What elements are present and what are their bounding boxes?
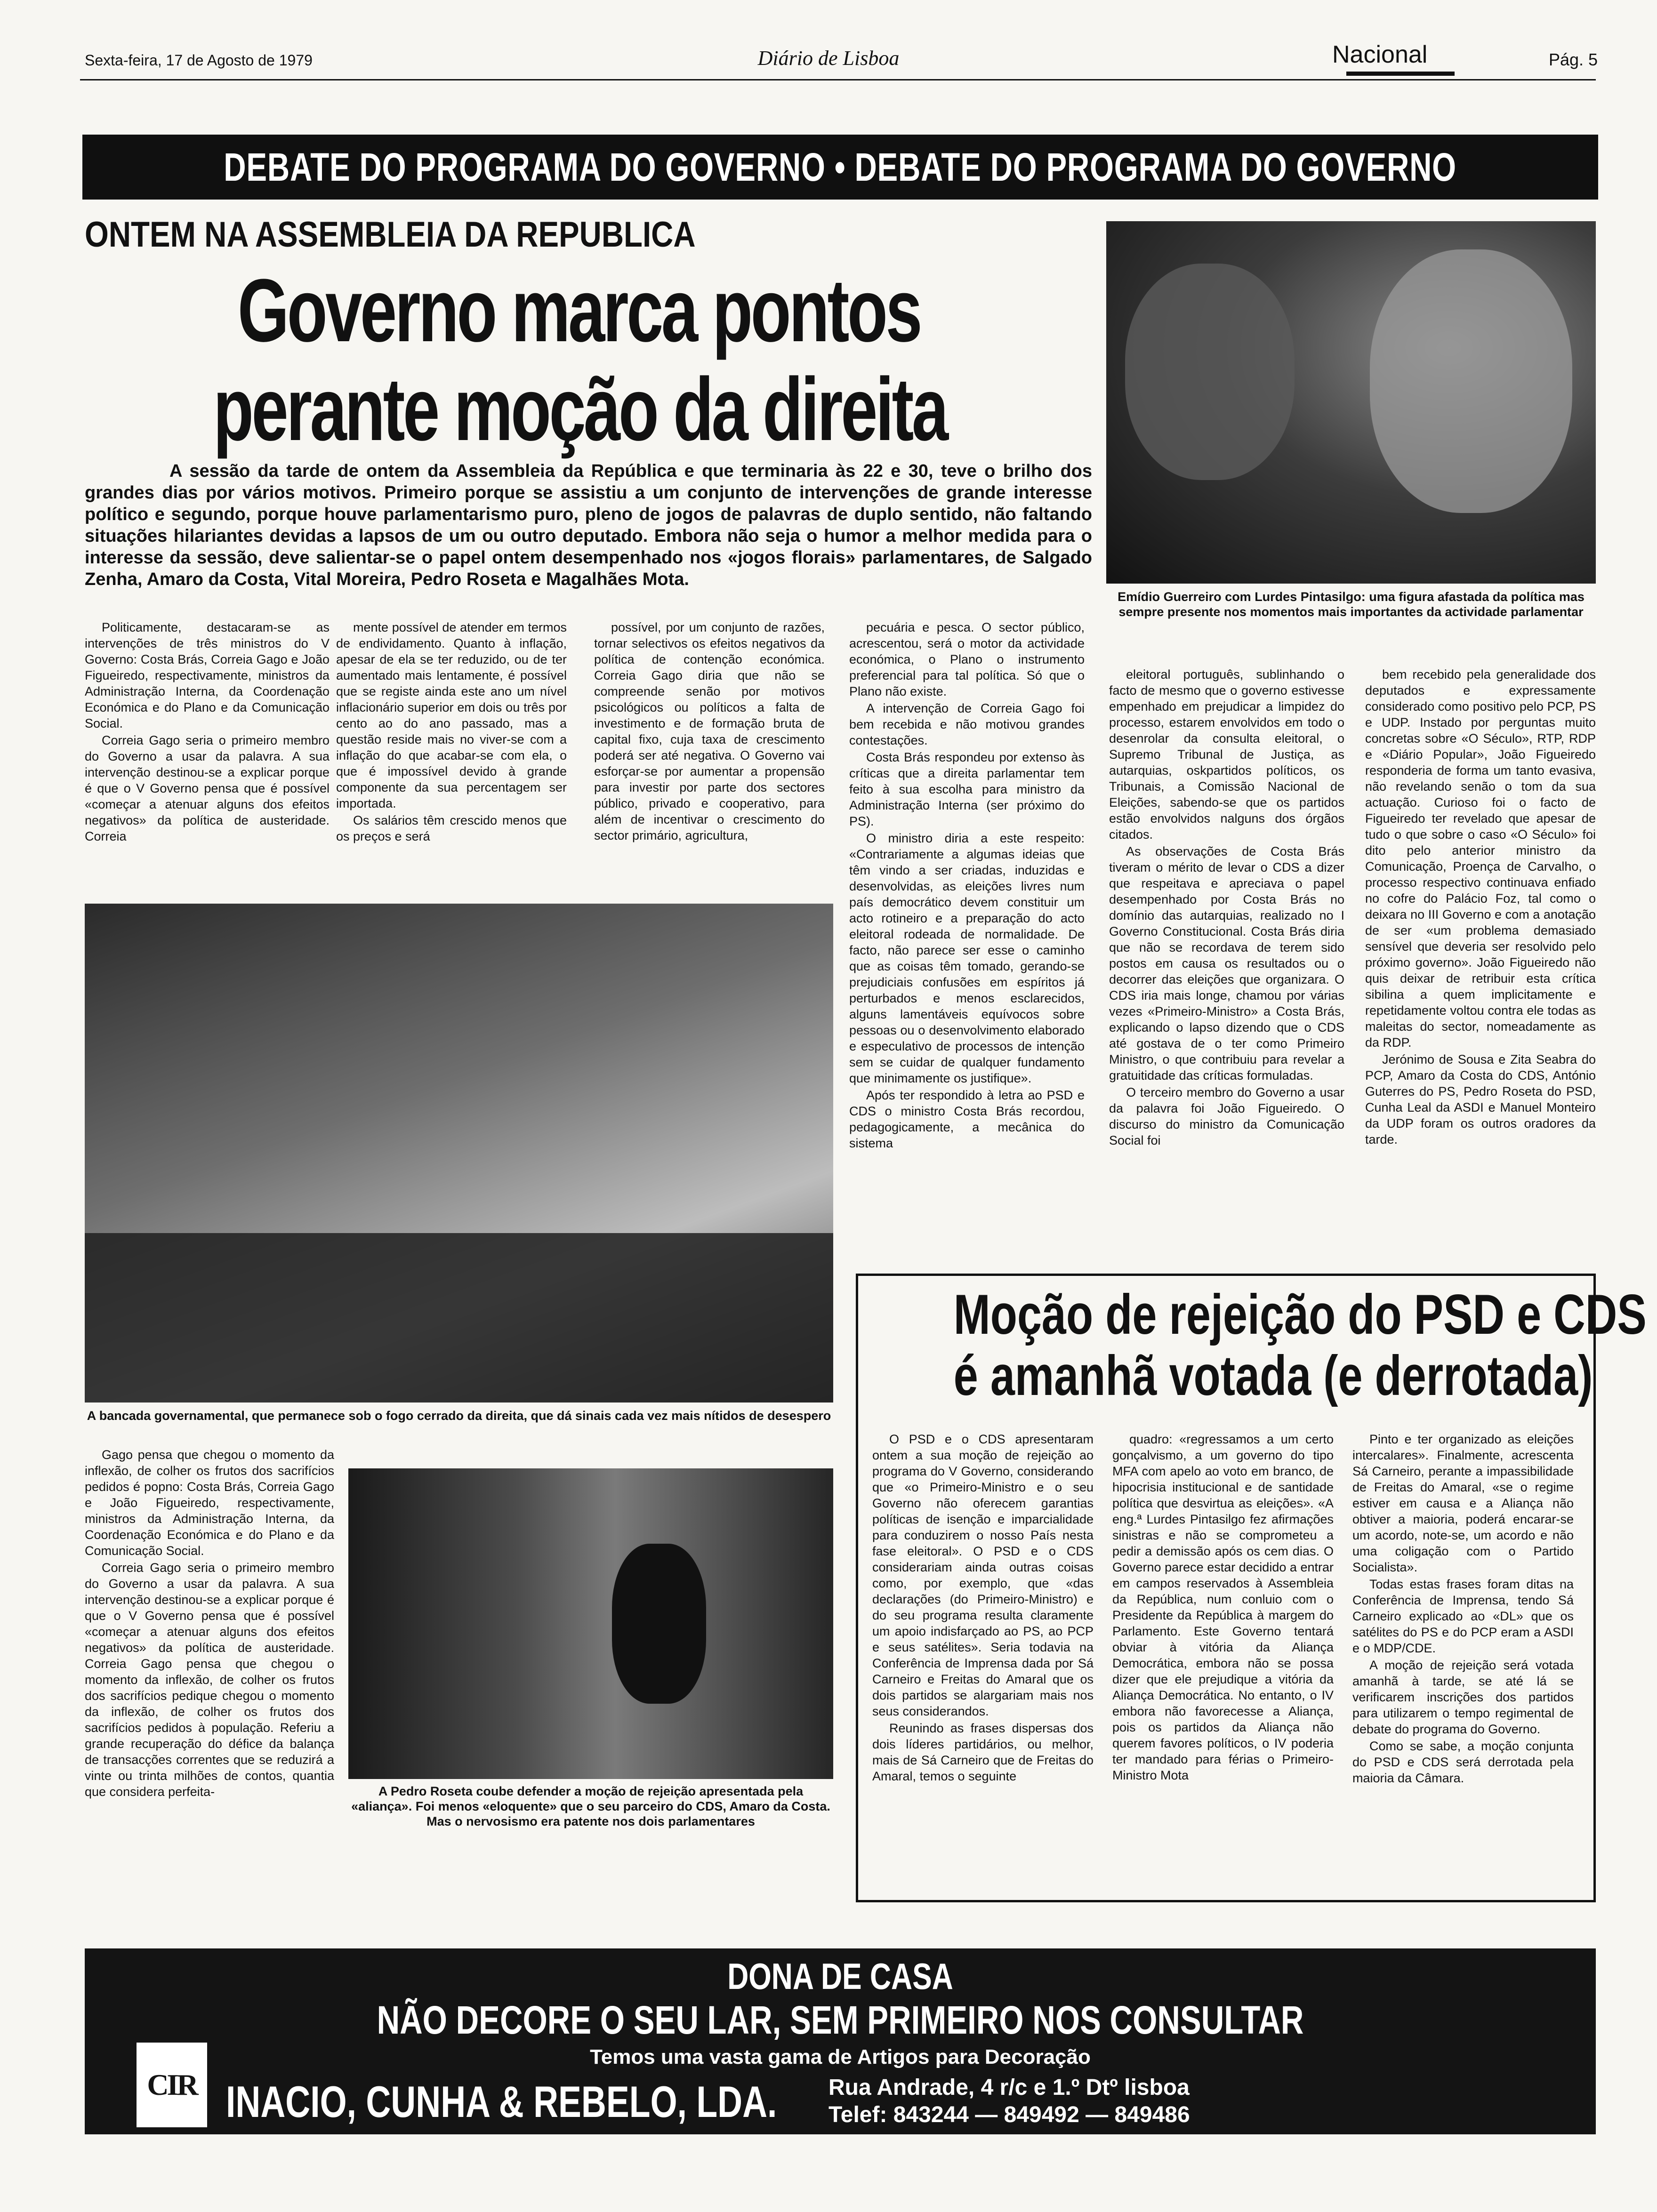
article-headline-line2: perante moção da direita [213, 360, 947, 459]
paragraph: Todas estas frases foram ditas na Conferência de Imprensa, tendo Sá Carneiro explicado ao «DL» que os satélites do PS e do PCP eram a ASDI e o MDP/CDE. [1352, 1577, 1574, 1655]
photo-pedro-roseta [348, 1468, 833, 1779]
photo-bench-desk [85, 1233, 833, 1403]
section-banner-text: DEBATE DO PROGRAMA DO GOVERNO • DEBATE DO PROGRAMA DO GOVERNO [224, 144, 1457, 189]
masthead-page-number: Pág. 5 [1549, 50, 1598, 69]
masthead-section: Nacional [1332, 41, 1428, 68]
photo-figure-right [1370, 249, 1572, 513]
paragraph: Os salários têm crescido menos que os preços e será [336, 813, 567, 843]
paragraph: A intervenção de Correia Gago foi bem recebida e não motivou grandes contestações. [849, 701, 1085, 747]
masthead-rule [80, 79, 1596, 80]
advertisement [85, 1948, 1596, 2134]
masthead [0, 0, 1657, 89]
article-column-2 [336, 619, 567, 883]
photo-low-caption: A Pedro Roseta coube defender a moção de rejeição apresentada pela «aliança». Foi menos «eloquente» que o seu parceiro do CDS, Amaro da Costa. Mas o nervosismo era patente nos dois parlamentares [351, 1784, 830, 1828]
section-underline [1346, 72, 1455, 76]
paragraph: O PSD e o CDS apresentaram ontem a sua moção de rejeição ao programa do V Governo, considerando que «o Primeiro-Ministro e o seu Governo não oferecem garantias políticas de isenção e imparcialidade para conduzirem o nosso País nesta fase eleitoral». O PSD e o CDS considerariam ainda outras coisas como, por exemplo, que «das declarações (do Primeiro-Ministro) e do seu programa resulta claramente um apoio indisfarçado ao PS, ao PCP e seus satélites». Seria todavia na Conferência de Imprensa dada por Sá Carneiro e Freitas do Amaral que os dois partidos se alargariam mais nos seus considerandos. [872, 1432, 1094, 1718]
article-column-4 [849, 619, 1085, 1256]
photo-top-caption: Emídio Guerreiro com Lurdes Pintasilgo: uma figura afastada da política mas sempre presente nos momentos mais importantes da actividade parlamentar [1118, 590, 1585, 619]
paragraph: Pinto e ter organizado as eleições intercalares». Finalmente, acrescenta Sá Carneiro, perante a impassibilidade de Freitas do Amaral, «se o regime estiver em causa e a Aliança não obtiver a maioria, poderá encarar-se um acordo, note-se, um acordo e não uma coligação com o Partido Socialista». [1352, 1432, 1574, 1574]
paragraph: As observações de Costa Brás tiveram o mérito de levar o CDS a dizer que respeitava e apreciava o papel desempenhado por Costa Brás no domínio das autarquias, realizado no I Governo Constitucional. Costa Brás diria que não se recordava de terem sido postos em causa os resultados ou o decorrer das eleições que organizara. O CDS iria mais longe, chamou por várias vezes «Primeiro-Ministro» a Costa Brás, explicando o lapso dizendo que o CDS até gostava de o ter como Primeiro Ministro, o que contribuiu para revelar a gratuitidade das críticas formuladas. [1109, 844, 1344, 1082]
paragraph: O terceiro membro do Governo a usar da palavra foi João Figueiredo. O discurso do ministro da Comunicação Social foi [1109, 1085, 1344, 1147]
photo-speaker-figure [612, 1544, 706, 1704]
paragraph: Correia Gago seria o primeiro membro do Governo a usar da palavra. A sua intervenção destinou-se a explicar porque é que o V Governo pensa que é possível «começar a atenuar alguns dos efeitos negativos» da política de austeridade. Correia Gago pensa que chegou o momento da inflexão, de colher os frutos dos sacrifícios pedique chegou o momento da inflexão, de colher os frutos dos sacrifícios pedidos à população. Referiu a grande recuperação do défice da balança de transacções correntes que se reduzirá a vinte ou trinta milhões de contos, quantia que considera perfeita- [85, 1561, 334, 1799]
paragraph: eleitoral português, sublinhando o facto de mesmo que o governo estivesse empenhado em prejudicar a limpidez do processo, estarem envolvidos em todo o desenrolar da consulta eleitoral, o Supremo Tribunal de Justiça, as autarquias, oskpartidos políticos, os Tribunais, a Comissão Nacional de Eleições, sabendo-se que os partidos estão envolvidos nalguns dos órgãos citados. [1109, 667, 1344, 842]
article-column-7 [85, 1447, 334, 1899]
paragraph: Gago pensa que chegou o momento da inflexão, de colher os frutos dos sacrifícios pedidos é popno: Costa Brás, Correia Gago e João Figueiredo, respectivamente, ministros da Administração Interna, da Coordenação Económica e do Plano e da Comunicação Social. [85, 1448, 334, 1558]
paragraph: Correia Gago seria o primeiro membro do Governo a usar da palavra. A sua intervenção destinou-se a explicar porque é que o V Governo pensa que é possível «começar a atenuar alguns dos efeitos negativos» da política de austeridade. Correia [85, 733, 330, 843]
ad-line2: NÃO DECORE O SEU LAR, SEM PRIMEIRO NOS CONSULTAR [377, 1998, 1304, 2042]
ad-line3: Temos uma vasta gama de Artigos para Decoração [590, 2045, 1091, 2068]
photo-government-bench [85, 904, 833, 1403]
photo-figure-left [1125, 264, 1295, 480]
photo-mid-caption: A bancada governamental, que permanece sob o fogo cerrado da direita, que dá sinais cada vez mais nítidos de desespero [87, 1409, 831, 1423]
article2-column-2 [1112, 1431, 1334, 1892]
paragraph: Jerónimo de Sousa e Zita Seabra do PCP, Amaro da Costa do CDS, António Guterres do PS, Pedro Roseta do PSD, Cunha Leal da ASDI e Manuel Monteiro da UDP foram os outros oradores da tarde. [1365, 1052, 1596, 1146]
paragraph: O ministro diria a este respeito: «Contrariamente a algumas ideias que têm vindo a ser criadas, induzidas e desenvolvidas, as eleições livres num país democrático devem constituir um acto rotineiro e a preparação do acto eleitoral rodeada de normalidade. De facto, não parece ser esse o caminho que as coisas têm tomado, gerando-se prejudiciais confusões em espíritos já perturbados e menos esclarecidos, alguns lamentáveis equívocos sobre pessoas ou o desenvolvimento elaborado e especulativo de processos de intenção sem se cuidar de qualquer fundamento que minimamente os justifique». [849, 831, 1085, 1085]
ad-company: INACIO, CUNHA & REBELO, LDA. [226, 2077, 777, 2126]
article2-headline-line2: é amanhã votada (e derrotada) [953, 1344, 1593, 1407]
ad-address: Rua Andrade, 4 r/c e 1.º Dtº lisboa [828, 2075, 1190, 2100]
masthead-paper-name: Diário de Lisboa [757, 47, 900, 70]
paragraph: mente possível de atender em termos de endividamento. Quanto à inflação, apesar de ela se ter reduzido, ou de ter aumentado mais lentamente, é possível que se registe ainda este ano um nível inflacionário superior em dois ou três por cento ao do ano passado, mas a questão reside mais no viver-se com a inflação do que acabar-se com ela, o que é impossível devido à grande componente da sua percentagem ser importada. [336, 620, 567, 810]
paragraph: Após ter respondido à letra ao PSD e CDS o ministro Costa Brás recordou, pedagogicamente, a mecânica do sistema [849, 1088, 1085, 1150]
article-column-3 [594, 619, 825, 883]
photo-guerreiro-pintasilgo [1106, 221, 1596, 584]
paragraph: Costa Brás respondeu por extenso às críticas que a direita parlamentar tem feito à sua escolha para ministro da Administração Interna (ser próximo do PS). [849, 750, 1085, 828]
paragraph: Politicamente, destacaram-se as intervenções de três ministros do V Governo: Costa Brás, Correia Gago e João Figueiredo, respectivamente, ministros da Administração Interna, da Coordenação Económica e do Plano e da Comunicação Social. [85, 620, 330, 730]
paragraph: quadro: «regressamos a um certo gonçalvismo, a um governo do tipo MFA com apelo ao voto em branco, de hipocrisia institucional e de santidade política que desvirtua as eleições». «A eng.ª Lurdes Pintasilgo fez afirmações sinistras e não se comprometeu a pedir a demissão após os cem dias. O Governo parece estar decidido a entrar em campos reservados à Assembleia da República, num conluio com o Presidente da República à margem do Parlamento. Este Governo tentará obviar à vitória da Aliança Democrática, embora não se possa dizer que ele prejudique a vitória da Aliança Democrática. No entanto, o IV embora não favorecesse a Aliança, pois os partidos da Aliança não querem favores políticos, o IV poderia ter mandado para férias o Primeiro-Ministro Mota [1112, 1432, 1334, 1782]
ad-logo [137, 2043, 207, 2127]
article-column-6 [1365, 666, 1596, 1255]
ad-logo-text: CIR [147, 2068, 197, 2101]
masthead-date: Sexta-feira, 17 de Agosto de 1979 [85, 52, 313, 69]
section-banner [82, 135, 1598, 200]
article2-box [856, 1274, 1647, 1902]
article2-headline-line1: Moção de rejeição do PSD e CDS [953, 1283, 1647, 1346]
article-column-5 [1109, 666, 1344, 1255]
article-column-1 [85, 619, 330, 883]
article-kicker: ONTEM NA ASSEMBLEIA DA REPUBLICA [85, 215, 696, 255]
article-headline-line1: Governo marca pontos [237, 261, 921, 361]
ad-phone: Telef: 843244 — 849492 — 849486 [828, 2102, 1190, 2127]
paragraph: A moção de rejeição será votada amanhã à tarde, se até lá se verificarem inscrições dos partidos para utilizarem o tempo regimental de debate do programa do Governo. [1352, 1658, 1574, 1736]
paragraph: possível, por um conjunto de razões, tornar selectivos os efeitos negativos da política de contenção económica. Correia Gago diria que não se compreende senão por motivos psicológicos ou políticos a falta de investimento e de formação bruta de capital fixo, cuja taxa de crescimento poderá ser até negativa. O Governo vai esforçar-se por aumentar a propensão para investir por parte dos sectores público, privado e cooperativo, para além de incentivar o crescimento do sector primário, agricultura, [594, 620, 825, 842]
paragraph: bem recebido pela generalidade dos deputados e expressamente considerado como positivo pelo PCP, PS e UDP. Instado por perguntas muito concretas sobre «O Século», RTP, RDP e «Diário Popular», João Figueiredo responderia de forma um tanto evasiva, não revelando senão o tom da sua actuação. Curioso foi o facto de Figueiredo ter revelado que apesar de tudo o que sobre o caso «O Século» foi dito pelo anterior ministro da Comunicação, Proença de Carvalho, o processo respectivo continuava enfiado no cofre do Palácio Foz, tal como o deixara no III Governo e com a anotação de ser «um problema demasiado sensível que deveria ser resolvido pelo próximo governo». João Figueiredo não quis deixar de retribuir esta crítica sibilina a quem implicitamente e repetidamente voltou contra ele todas as maleitas do sector, nomeadamente as da RDP. [1365, 667, 1596, 1050]
article-lead: A sessão da tarde de ontem da Assembleia da República e que terminaria às 22 e 30, teve o brilho dos grandes dias por vários motivos. Primeiro porque se assistiu a um conjunto de intervenções de grande interesse político e segundo, porque houve parlamentarismo puro, pleno de jogos de palavras de duplo sentido, não faltando situações hilariantes devidas a lapsos de um ou outro deputado. Embora não seja o humor a melhor medida para o interesse da sessão, deve salientar-se o papel ontem desempenhado nos «jogos florais» parlamentares, de Salgado Zenha, Amaro da Costa, Vital Moreira, Pedro Roseta e Magalhães Mota. [85, 461, 1092, 589]
paragraph: Reunindo as frases dispersas dos dois líderes partidários, ou melhor, mais de Sá Carneiro que de Freitas do Amaral, temos o seguinte [872, 1721, 1094, 1783]
paragraph: pecuária e pesca. O sector público, acrescentou, será o motor da actividade económica, o Plano o instrumento preferencial para tal política. Só que o Plano não existe. [849, 620, 1085, 698]
article2-column-3 [1352, 1431, 1574, 1892]
paragraph: Como se sabe, a moção conjunta do PSD e CDS será derrotada pela maioria da Câmara. [1352, 1739, 1574, 1785]
ad-line1: DONA DE CASA [727, 1956, 953, 1997]
article2-column-1 [872, 1431, 1094, 1892]
